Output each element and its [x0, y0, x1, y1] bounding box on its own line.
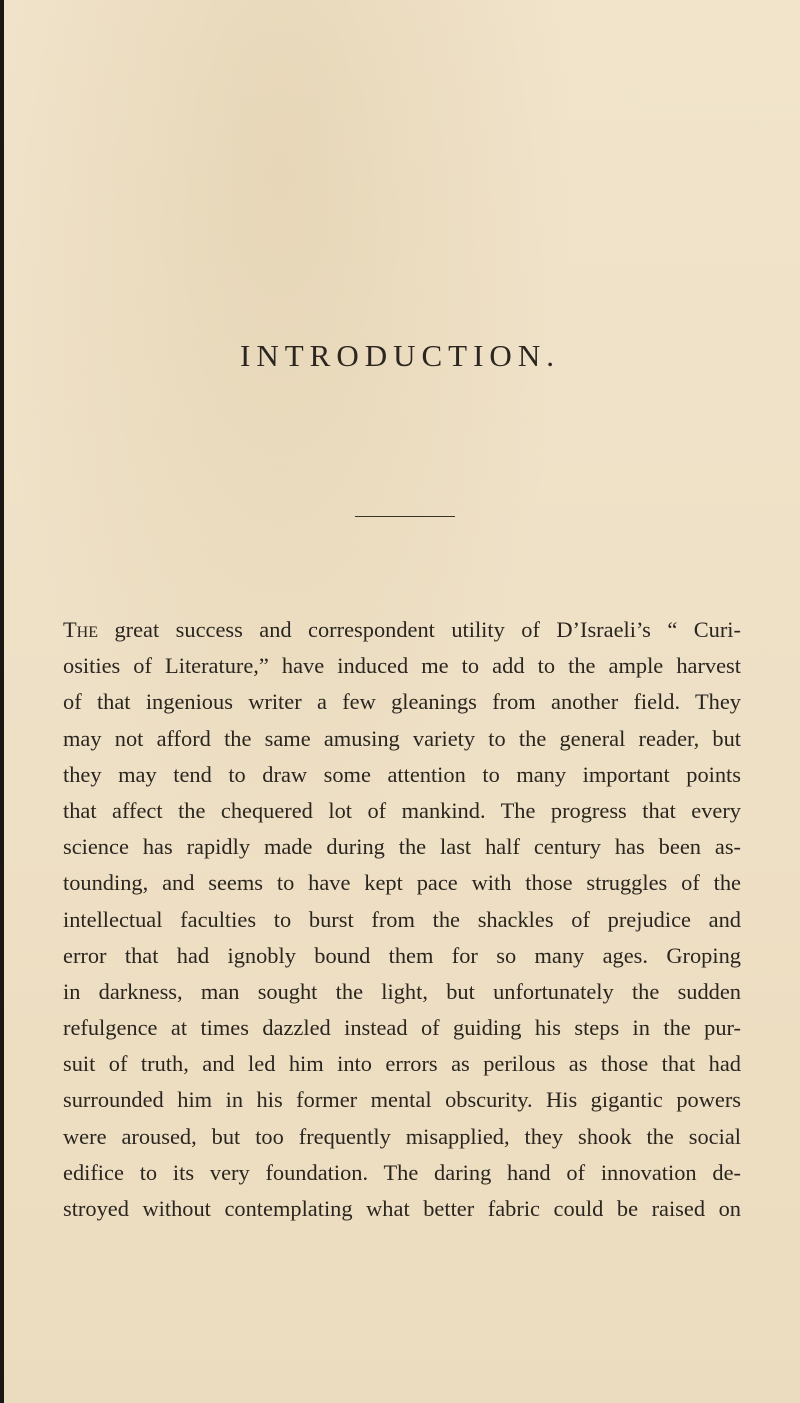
- text-line: error that had ignobly bound them for so many ages. Groping: [63, 942, 741, 968]
- text-line: they may tend to draw some attention to many important points: [63, 761, 741, 787]
- text-line: were aroused, but too frequently misapplied, they shook the social: [63, 1123, 741, 1149]
- text-line: in darkness, man sought the light, but unfortunately the sudden: [63, 978, 741, 1004]
- drop-word: The: [63, 617, 99, 642]
- text-line: science has rapidly made during the last half century has been as-: [63, 834, 741, 860]
- text-line: edifice to its very foundation. The daring hand of innovation de-: [63, 1159, 741, 1185]
- text-line: surrounded him in his former mental obscurity. His gigantic powers: [63, 1087, 741, 1113]
- introduction-paragraph: [63, 612, 741, 1227]
- text-line: tounding, and seems to have kept pace with those struggles of the: [63, 870, 741, 896]
- page-binding-edge: [0, 0, 4, 1403]
- chapter-heading: INTRODUCTION.: [240, 338, 560, 373]
- text-line: stroyed without contemplating what better fabric could be raised on: [63, 1196, 741, 1221]
- text-line: refulgence at times dazzled instead of guiding his steps in the pur-: [63, 1015, 741, 1041]
- text-line: may not afford the same amusing variety to the general reader, but: [63, 725, 741, 751]
- text-line: osities of Literature,” have induced me to add to the ample harvest: [63, 653, 741, 679]
- text-line: of that ingenious writer a few gleanings from another field. They: [63, 689, 741, 715]
- heading-divider: [355, 516, 455, 517]
- text-line: that affect the chequered lot of mankind. The progress that every: [63, 797, 741, 823]
- text-line: [63, 612, 741, 648]
- text-line: intellectual faculties to burst from the shackles of prejudice and: [63, 906, 741, 932]
- text-line: suit of truth, and led him into errors as perilous as those that had: [63, 1051, 741, 1077]
- text-line-content: great success and correspondent utility of D’Israeli’s “ Curi-: [114, 617, 741, 642]
